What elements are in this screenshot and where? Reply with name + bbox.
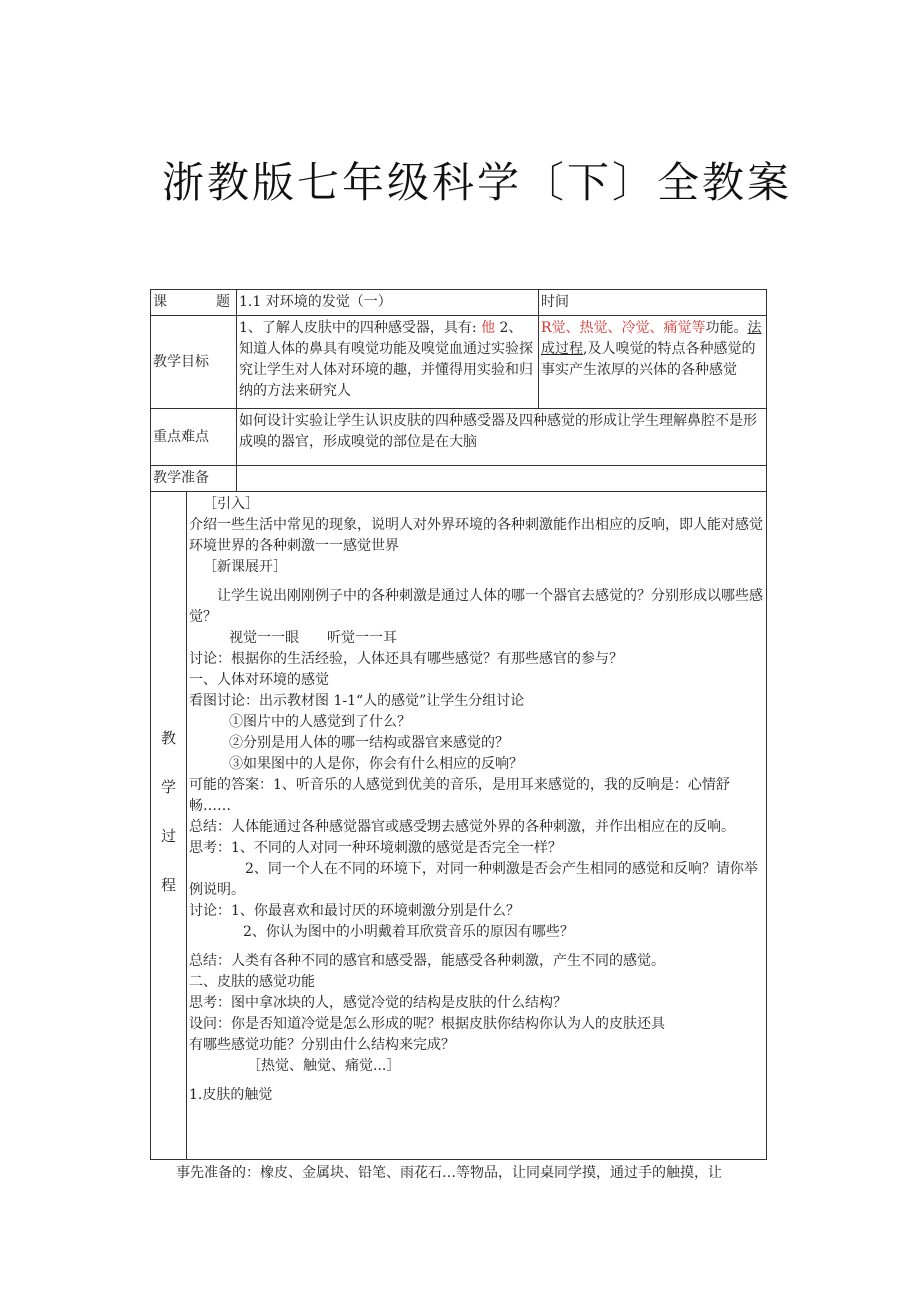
process-line: 视觉一一眼 听觉一一耳 (229, 630, 397, 646)
process-line: 讨论：1、你最喜欢和最讨厌的环境刺激分别是什么？ (189, 903, 520, 919)
goals-right (539, 316, 767, 409)
page-title: 浙教版七年级科学〔下〕全教案 (162, 158, 793, 207)
goals-left (237, 316, 539, 409)
course-label-b: 题 (216, 294, 230, 310)
process-label-char: 教 (160, 728, 176, 747)
process-line: 思考：1、不同的人对同一种环境刺激的感觉是否完全一样？ (189, 840, 562, 856)
process-line: ［新课展开］ (203, 559, 287, 575)
difficulty-label: 重点难点 (151, 409, 237, 466)
goals-right-red: R觉、热觉、冷觉、痛觉等 (541, 320, 706, 336)
process-line: 总结：人体能通过各种感觉器官或感受甥去感觉外界的各种刺激，并作出相应在的反响。 (189, 819, 735, 835)
process-label (151, 492, 187, 1160)
difficulty-row (151, 409, 767, 466)
process-line: 二、皮肤的感觉功能 (189, 974, 315, 990)
goals-row (151, 316, 767, 409)
goals-label: 教学目标 (151, 316, 237, 409)
goals-left-b: 2、知道人体的鼻具有嗅觉功能及嗅觉血通过实验探究让学生对人体对环境的趣，并懂得用实验和归纳的方法来研究人 (239, 320, 533, 399)
process-line: ③如果图中的人是你，你会有什么相应的反响？ (229, 756, 523, 772)
prep-label: 教学准备 (151, 466, 237, 492)
process-label-char: 程 (160, 875, 176, 894)
goals-right-b: ,及人嗅觉的特点各种感觉的事实产生浓厚的兴体的各种感觉 (541, 341, 756, 378)
process-line: 思考：图中拿冰块的人，感觉冷觉的结构是皮肤的什么结构？ (189, 995, 567, 1011)
process-line: ［引入］ (203, 496, 259, 512)
process-line: 介绍一些生活中常见的现象，说明人对外界环境的各种刺激能作出相应的反响，即人能对感觉环境世界的各种刺激一一感觉世界 (189, 517, 763, 554)
course-label-a: 课 (153, 294, 167, 310)
process-line: 设问：你是否知道冷觉是怎么形成的呢？根据皮肤你结构你认为人的皮肤还具 (189, 1016, 665, 1032)
process-line: ①图片中的人感觉到了什么？ (229, 714, 411, 730)
course-label-cell (151, 290, 237, 316)
footer-text: 事先准备的：橡皮、金属块、铅笔、雨花石…等物品，让同桌同学摸，通过手的触摸，让 (176, 1165, 722, 1181)
process-line: 看图讨论：出示教材图 1-1“人的感觉”让学生分组讨论 (189, 693, 525, 709)
process-line: 有哪些感觉功能？分别由什么结构来完成？ (189, 1037, 455, 1053)
process-content (187, 492, 767, 1160)
process-line: 2、同一个人在不同的环境下，对同一种刺激是否会产生相同的感觉和反响？请你举例说明。 (189, 861, 758, 898)
process-line: 2、你认为图中的小明戴着耳欣赏音乐的原因有哪些？ (243, 924, 574, 940)
goals-right-a: 功能。 (705, 320, 748, 336)
prep-value (237, 466, 767, 492)
process-line: 可能的答案：1、听音乐的人感觉到优美的音乐，是用耳来感觉的，我的反响是：心情舒畅…… (189, 777, 730, 814)
process-line: ［热觉、触觉、痛觉...］ (247, 1058, 401, 1074)
course-row (151, 290, 767, 316)
prep-row (151, 466, 767, 492)
difficulty-text: 如何设计实验让学生认识皮肤的四种感受器及四种感觉的形成让学生理解鼻腔不是形成嗅的器官，形成嗅觉的部位是在大脑 (237, 409, 767, 466)
lesson-plan-table (150, 289, 767, 1160)
goals-left-a: 1、了解人皮肤中的四种感受器，具有: (239, 320, 482, 336)
process-label-char: 学 (160, 777, 176, 796)
process-line: 一、人体对环境的感觉 (189, 672, 329, 688)
process-line: 总结：人类有各种不同的感官和感受器，能感受各种刺激，产生不同的感觉。 (189, 953, 665, 969)
process-line: 让学生说出刚刚例子中的各种刺激是通过人体的哪一个器官去感觉的？分别形成以哪些感觉？ (189, 588, 763, 625)
course-value: 1.1 对环境的发觉（一） (237, 290, 539, 316)
time-label: 时间 (539, 290, 767, 316)
process-label-char: 过 (160, 826, 176, 845)
process-line: 讨论：根据你的生活经验，人体还具有哪些感觉？有那些感官的参与？ (189, 651, 623, 667)
process-line: ②分别是用人体的哪一结构或器官来感觉的？ (229, 735, 509, 751)
goals-left-red: 他 (481, 320, 496, 336)
process-line: 1.皮肤的触觉 (189, 1087, 273, 1103)
process-row (151, 492, 767, 1160)
goals-right-underline: 法成过程 (541, 320, 762, 357)
